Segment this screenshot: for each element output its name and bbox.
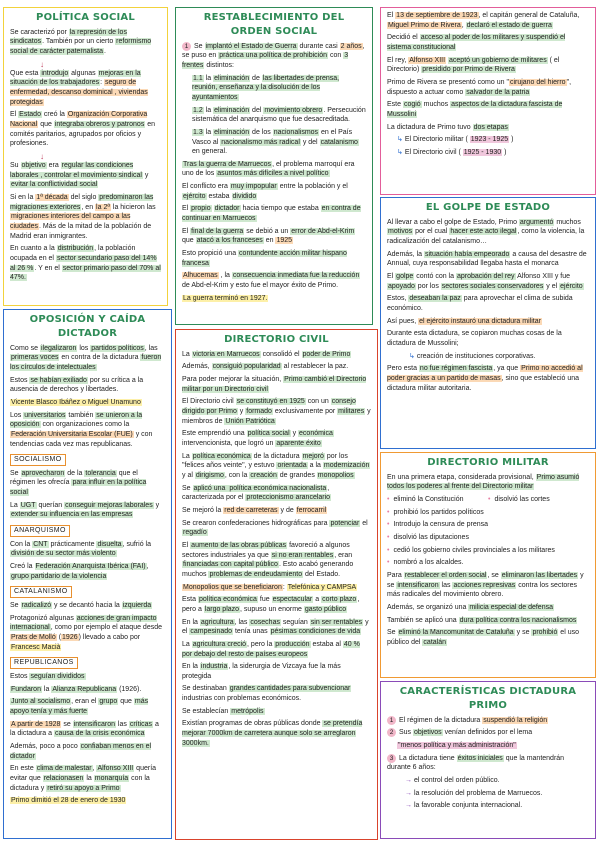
- paragraph: Alhucemas , la consecuencia inmediata fue la reducción de Abd-el-Krim y esto fue el mayor éxito de Primo.: [182, 272, 360, 290]
- list-item: → la favorable conjunta internacional.: [405, 802, 523, 810]
- arrow-right-icon: →: [405, 789, 414, 797]
- socialismo-tag: SOCIALISMO: [10, 454, 66, 466]
- paragraph: El conflicto era muy impopular entre la población y el ejército estaba dividido: [182, 183, 348, 200]
- paragraph: A partir de 1928 se intensificaron las críticas a la dictadura a causa de la crisis económica: [10, 720, 159, 738]
- paragraph: Estos se habían exiliado por su crítica a la ausencia de derechos y libertades.: [10, 376, 144, 394]
- paragraph: Así pues, el ejército instauró una dictadura militar: [387, 317, 541, 325]
- list-item: → la resolución del problema de Marruecos.: [405, 789, 543, 797]
- politica-social-panel: [3, 7, 168, 306]
- paragraph: Se aplicó una política económica nacionalista, caracterizada por el proteccionismo arancelario: [182, 484, 331, 502]
- restablecimiento-title: RESTABLECIMIENTO DEL ORDEN SOCIAL: [203, 12, 345, 37]
- list-item: • Introdujo la censura de prensa: [387, 521, 489, 529]
- arrow-down-icon: ↓: [40, 59, 44, 69]
- list-item: → el control del orden público.: [405, 776, 500, 784]
- paragraph: Si en la 1ª década del siglo predominaron las migraciones exteriores, en la 2ª la hicieron las migraciones interiores del campo a las ciudades. Más de la mitad de la población de Madrid eran inmigrantes.: [10, 193, 156, 240]
- golpe-info-panel: [380, 7, 596, 195]
- paragraph: Primo de Rivera se presentó como un "cirujano del hierro", dispuesto a actuar como salvador de la patria: [387, 78, 572, 96]
- arrow-right-icon: →: [405, 802, 414, 810]
- paragraph: Pero esta no fue régimen fascista, ya que Primo no accedió al poder gracias a un partido de masas, sino que estableció una dictadura militar autoritaria.: [387, 365, 583, 392]
- list-item: • eliminó la Constitución: [387, 496, 464, 504]
- paragraph: Estos, deseaban la paz para aprovechar el clima de subida económico.: [387, 295, 573, 313]
- paragraph: Se aprovecharon de la tolerancia que el régimen les ofrecía para influir en la política social: [10, 469, 147, 497]
- bullet-icon: •: [387, 546, 390, 554]
- etapa-item: ↳ El Directorio militar ( 1923 - 1925 ): [397, 136, 514, 144]
- paragraph: Vicente Blasco Ibáñez o Miguel Unamuno: [11, 398, 141, 406]
- paragraph: El rey, Alfonso XIII aceptó un gobierno de militares ( el Directorio) presidido por Primo de Rivera: [387, 56, 560, 74]
- caracteristicas-title: CARACTERÍSTICAS DICTADURA PRIMO: [399, 686, 577, 711]
- number-badge: 2: [387, 728, 396, 737]
- paragraph: En la industria, la siderurgia de Vizcaya fue la más protegida: [182, 663, 341, 680]
- etapa-item: ↳ El Directorio civil ( 1925 - 1930 ): [397, 148, 507, 156]
- paragraph: Se crearon confederaciones hidrográficas para potenciar el regadío: [182, 519, 368, 537]
- bullet-icon: •: [387, 559, 390, 567]
- bullet-icon: •: [387, 534, 390, 542]
- catalanismo-tag: CATALANISMO: [10, 586, 72, 598]
- bullet-icon: •: [387, 521, 390, 529]
- measures-list: [387, 495, 589, 508]
- list-item: • nombró a los alcaldes.: [387, 559, 464, 567]
- paragraph: Decidió el acceso al poder de los militares y suspendió el sistema constitucional: [387, 34, 566, 51]
- paragraph: Existían programas de obras públicas donde se pretendía mejorar 7000km de carretera aunque solo se arreglaron 3000km.: [182, 720, 363, 747]
- paragraph: La dictadura de Primo tuvo dos etapas: [387, 123, 508, 131]
- paragraph: Este emprendió una política social y económica intervencionista, que logró un aparente éxito: [182, 430, 333, 448]
- paragraph: El golpe contó con la aprobación del rey Alfonso XIII y fue apoyado por los sectores sociales conservadores y el ejército: [387, 273, 583, 290]
- paragraph: Para restablecer el orden social, se eliminaron las libertades y se intensificaron las acciones represivas contra los sectores más radicales del movimiento obrero.: [387, 572, 584, 599]
- paragraph: Además, consiguió popularidad al restablecer la paz.: [182, 363, 349, 371]
- paragraph: Creó la Federación Anarquista Ibérica (FAI), grupo partidario de la violencia: [10, 563, 149, 580]
- paragraph: En cuanto a la distribución, la población ocupada en el sector secundario paso del 14% al 26 %. Y en el sector primario paso del 70% al 47%.: [10, 245, 161, 282]
- directorio-civil-panel: [175, 329, 378, 840]
- paragraph: Se mejoró la red de carreteras y de ferrocarril: [182, 506, 327, 514]
- paragraph: El 13 de septiembre de 1923, el capitán general de Cataluña, Miguel Primo de Rivera, declaró el estado de guerra: [387, 12, 580, 29]
- paragraph: Además, poco a poco confiaban menos en el dictador: [10, 742, 152, 760]
- list-item: • disolvió las diputaciones: [387, 534, 469, 542]
- numbered-item: 1 Se implantó el Estado de Guerra durante casi 2 años, se puso en práctica una política de prohibición con 3 frentes distintos:: [182, 42, 365, 69]
- paragraph: Protagonizó algunas acciones de gran impacto internacional, como por ejemplo el ataque desde Prats de Molló (1926) llevado a cabo por Francesc Macià: [10, 614, 162, 651]
- corner-arrow-icon: ↳: [397, 148, 405, 156]
- paragraph: La victoria en Marruecos consolidó el poder de Primo: [182, 350, 351, 358]
- paragraph: Fundaron la Alianza Republicana (1926).: [11, 685, 142, 693]
- paragraph: Los universitarios también se unieron a la oposición con organizaciones como la Federación Universitaria Escolar (FUE) y con tendencias cada vez mas republicanas.: [10, 411, 153, 448]
- paragraph: También se aplicó una dura política contra los nacionalismos: [387, 616, 577, 624]
- paragraph: Esto propició una contundente acción militar hispano francesa: [182, 250, 347, 267]
- arrow-down-icon: ↓: [40, 152, 44, 162]
- paragraph: Se establecían metrópolis: [182, 707, 264, 715]
- directorio-militar-title: DIRECTORIO MILITAR: [427, 457, 549, 468]
- paragraph: La UGT querían conseguir mejoras laborales y extender su influencia en las empresas: [10, 501, 160, 519]
- restablecimiento-panel: [175, 7, 373, 325]
- paragraph: La política económica de la dictadura mejoró por los "felices años veinte", y estuvo orientada a la modernización y al dirigismo, con la creación de grandes monopolios: [182, 452, 370, 480]
- oposicion-panel: [3, 309, 172, 839]
- sub-item: 1.1 la eliminación de las libertades de prensa, reunión, enseñanza y la disolución de los ayuntamientos: [192, 74, 340, 101]
- paragraph: El Directorio civil se constituyó en 1925 con un consejo dirigido por Primo y formado exclusivamente por militares y miembros de Unión Patriótica: [182, 398, 371, 425]
- paragraph: La guerra terminó en 1927.: [183, 294, 268, 302]
- paragraph: ↳ creación de instituciones corporativas.: [409, 352, 536, 360]
- oposicion-title: OPOSICIÓN Y CAÍDA DICTADOR: [29, 314, 146, 339]
- paragraph: Al llevar a cabo el golpe de Estado, Primo argumentó muchos motivos por el cual hacer este acto ilegal, como la violencia, la radicalización del catalanismo…: [387, 218, 585, 246]
- golpe-estado-title: EL GOLPE DE ESTADO: [425, 202, 551, 213]
- numbered-item: 1 El régimen de la dictadura suspendió la religión: [387, 716, 589, 726]
- paragraph: El final de la guerra se debió a un error de Abd-el-Krim que atacó a los franceses en 1925: [182, 227, 355, 245]
- paragraph: El propio dictador hacia tiempo que estaba en contra de continuar en Marruecos: [182, 205, 361, 223]
- list-item: • cedió los gobierno civiles provinciales a los militares: [387, 546, 555, 554]
- paragraph: Durante esta dictadura, se copiaron muchas cosas de la dictadura de Mussolini;: [387, 330, 562, 348]
- republicanos-tag: REPUBLICANOS: [10, 657, 78, 669]
- paragraph: Junto al socialismo, eran el grupo que más apoyo tenía y más fuerte: [10, 698, 149, 715]
- paragraph: Este cogió muchos aspectos de la dictadura fascista de Mussolini: [387, 101, 563, 118]
- lema: "menos política y más administración": [398, 741, 516, 749]
- paragraph: En una primera etapa, considerada provisional, Primo asumió todos los poderes al frente del Directorio militar: [387, 473, 580, 491]
- politica-social-title: POLÍTICA SOCIAL: [36, 12, 135, 23]
- paragraph: Con la CNT prácticamente disuelta, sufrió la división de su sector más violento: [10, 540, 151, 558]
- number-badge: 3: [387, 754, 396, 763]
- number-badge: 1: [182, 42, 191, 51]
- paragraph: Se destinaban grandes cantidades para subvencionar industrias con problemas económicos.: [182, 685, 351, 703]
- paragraph: Su objetivo era regular las condiciones laborales , controlar el movimiento sindical y evitar la conflictividad social: [10, 162, 149, 189]
- arrow-right-icon: →: [405, 776, 414, 784]
- directorio-militar-panel: [380, 452, 596, 678]
- bullet-icon: •: [488, 496, 491, 504]
- paragraph: El aumento de las obras públicas favoreció a algunos sectores industriales ya que si no eran rentables, eran financiadas con capital público. Esto acabó generando muchos problemas de endeudamiento del Estado.: [182, 541, 354, 578]
- paragraph: En la agricultura, las cosechas seguían sin ser rentables y el campesinado tenía unas pésimas condiciones de vida: [182, 618, 369, 636]
- anarquismo-tag: ANARQUISMO: [10, 525, 70, 537]
- paragraph: Monopolios que se beneficiaron: Telefónica y CAMPSA: [183, 583, 357, 591]
- paragraph: Esta política económica fue espectacular a corto plazo, pero a largo plazo, supuso un enorme gasto público: [182, 596, 360, 613]
- numbered-item: 3 La dictadura tiene éxitos iniciales que la mantendrán durante 6 años:: [387, 754, 565, 772]
- corner-arrow-icon: ↳: [397, 136, 405, 144]
- paragraph: Que esta introdujo algunas mejoras en la situación de los trabajadores: seguro de enfermedad, descanso dominical , viviendas protegidas: [10, 69, 148, 106]
- paragraph: Primo dimitió el 28 de enero de 1930: [11, 797, 126, 805]
- paragraph: Se eliminó la Mancomunitat de Cataluña y se prohibió el uso público del catalán: [387, 629, 579, 646]
- numbered-item: 2 Sus objetivos venían definidos por el lema: [387, 728, 589, 738]
- paragraph: Además, la situación había empeorado a causa del desastre de Annual, cuya responsabilidad llegaba hasta el monarca: [387, 250, 587, 268]
- paragraph: Además, se organizó una milicia especial de defensa: [387, 604, 553, 612]
- golpe-estado-panel: [380, 197, 596, 449]
- number-badge: 1: [387, 716, 396, 725]
- paragraph: Tras la guerra de Marruecos, el problema marroquí era uno de los asuntos más difíciles a nivel político: [182, 160, 355, 178]
- paragraph: Para poder mejorar la situación, Primo cambió el Directorio militar por un Directorio civil: [182, 376, 367, 393]
- sub-item: 1.3 la eliminación de los nacionalismos en el País Vasco al nacionalismo más radical y del catalanismo en general.: [192, 128, 358, 156]
- paragraph: Estos seguían divididos: [10, 672, 85, 680]
- directorio-civil-title: DIRECTORIO CIVIL: [224, 334, 329, 345]
- list-item: • prohibió los partidos políticos: [387, 508, 484, 516]
- caracteristicas-panel: [380, 681, 596, 839]
- bullet-icon: •: [387, 508, 390, 516]
- paragraph: La agricultura creció, pero la producción estaba al 40 % por debajo del resto de países europeos: [182, 640, 360, 658]
- bullet-icon: •: [387, 496, 390, 504]
- list-item: • disolvió las cortes: [488, 496, 550, 504]
- paragraph: El Estado creó la Organización Corporativa Nacional que integraba obreros y patronos en comités paritarios, agrupados por oficios y profesiones.: [10, 111, 156, 148]
- paragraph: Se radicalizó y se decantó hacia la izquierda: [10, 602, 152, 610]
- paragraph: Se caracterizó por la represión de los sindicatos. También por un cierto reformismo social de carácter paternalista.: [10, 28, 152, 56]
- corner-arrow-icon: ↳: [409, 352, 417, 360]
- sub-item: 1.2 la eliminación del movimiento obrero. Persecución sistemática del anarquismo que fue desacreditada.: [192, 106, 366, 124]
- paragraph: En este clima de malestar, Alfonso XIII quería evitar que relacionasen la monarquía con la dictadura y retiró su apoyo a Primo: [10, 765, 157, 792]
- paragraph: Como se ilegalizaron los partidos políticos, las primeras voces en contra de la dictadura fueron los círculos de intelectuales: [10, 344, 162, 371]
